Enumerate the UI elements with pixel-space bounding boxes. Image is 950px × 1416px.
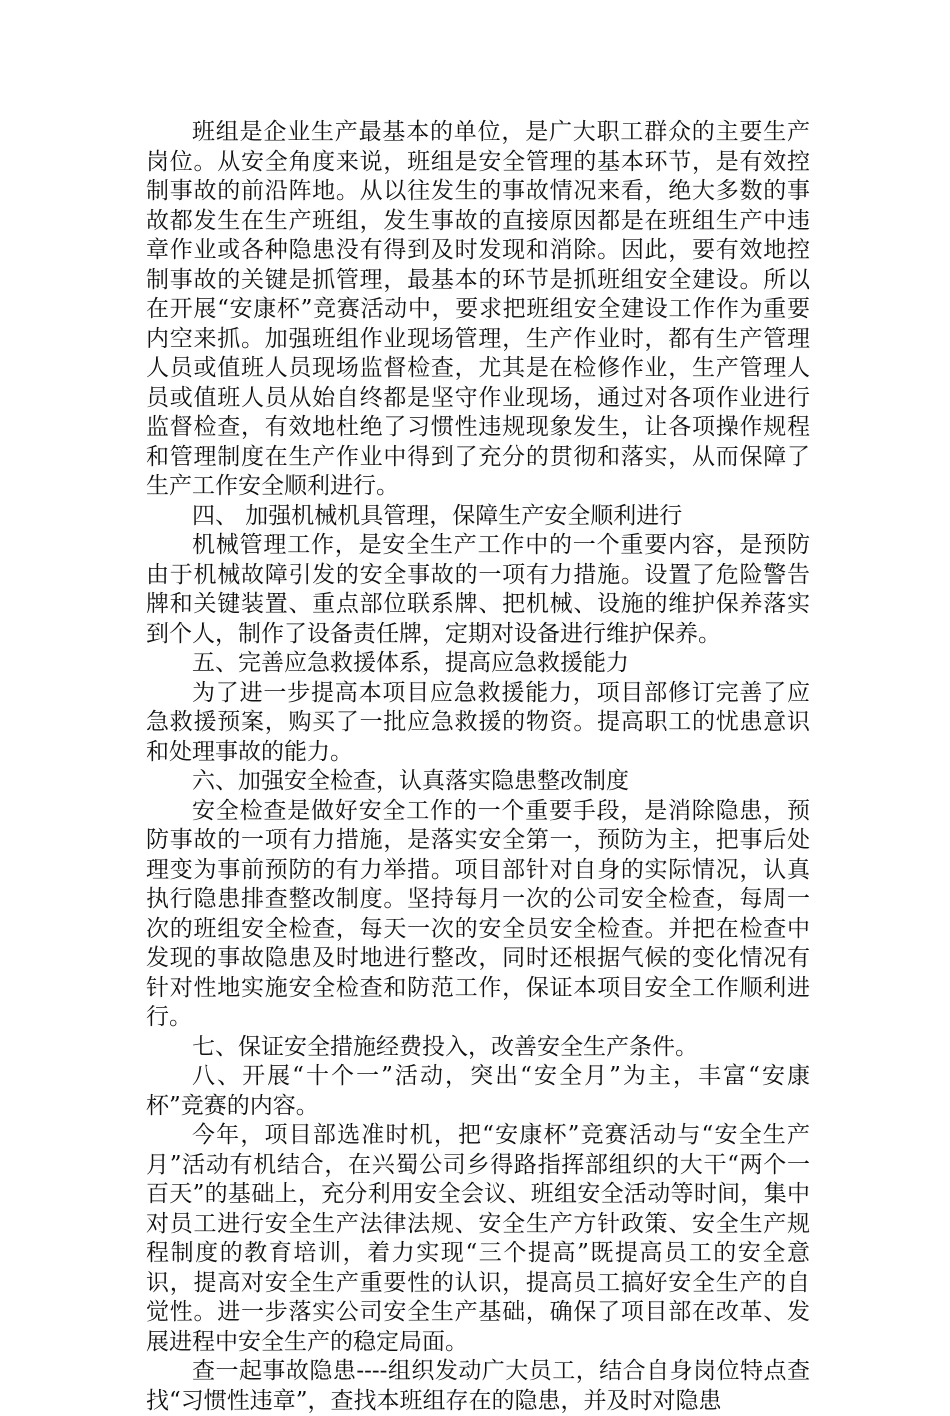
- paragraph-safety-inspection: 安全检查是做好安全工作的一个重要手段，是消除隐患，预防事故的一项有力措施，是落实安全第一，预防为主，把事后处理变为事前预防的有力举措。项目部针对自身的实际情况，认真执行隐患排查整改制度。坚持每月一次的公司安全检查，每周一次的班组安全检查，每天一次的安全员安全检查。并把在检查中发现的事故隐患及时地进行整改，同时还根据气候的变化情况有针对性地实施安全检查和防范工作，保证本项目安全工作顺利进行。: [146, 797, 810, 1030]
- paragraph-machinery-management: 机械管理工作，是安全生产工作中的一个重要内容，是预防由于机械故障引发的安全事故的一项有力措施。设置了危险警告牌和关键装置、重点部位联系牌、把机械、设施的维护保养落实到个人，制作了设备责任牌，定期对设备进行维护保养。: [146, 532, 810, 647]
- paragraph-team-safety: 班组是企业生产最基本的单位，是广大职工群众的主要生产岗位。从安全角度来说，班组是安全管理的基本环节，是有效控制事故的前沿阵地。从以往发生的事故情况来看，绝大多数的事故都发生在生产班组，发生事故的直接原因都是在班组生产中违章作业或各种隐患没有得到及时发现和消除。因此，要有效地控制事故的关键是抓管理，最基本的环节是抓班组安全建设。所以在开展“安康杯”竞赛活动中，要求把班组安全建设工作作为重要内空来抓。加强班组作业现场管理，生产作业时，都有生产管理人员或值班人员现场监督检查，尤其是在检修作业，生产管理人员或值班人员从始自终都是坚守作业现场，通过对各项作业进行监督检查，有效地杜绝了习惯性违规现象发生，让各项操作规程和管理制度在生产作业中得到了充分的贯彻和落实，从而保障了生产工作安全顺利进行。: [146, 119, 810, 499]
- paragraph-safety-month: 今年，项目部选准时机，把“安康杯”竞赛活动与“安全生产月”活动有机结合，在兴蜀公司乡得路指挥部组织的大干“两个一百天”的基础上，充分利用安全会议、班组安全活动等时间，集中对员工进行安全生产法律法规、安全生产方针政策、安全生产规程制度的教育培训，着力实现“三个提高”既提高员工的安全意识，提高对安全生产重要性的认识，提高员工搞好安全生产的自觉性。进一步落实公司安全生产基础，确保了项目部在改革、发展进程中安全生产的稳定局面。: [146, 1122, 810, 1355]
- document-body: [146, 118, 810, 1416]
- heading-section-4: 四、 加强机械机具管理，保障生产安全顺利进行: [192, 502, 683, 529]
- heading-section-8: 八、开展“十个一”活动，突出“安全月”为主，丰富“安康杯”竞赛的内容。: [146, 1063, 810, 1119]
- paragraph-hazard-check: 查一起事故隐患----组织发动广大员工，结合自身岗位特点查找“习惯性违章”，查找本班组存在的隐患，并及时对隐患: [146, 1358, 810, 1414]
- heading-section-6: 六、加强安全检查，认真落实隐患整改制度: [192, 768, 629, 794]
- heading-section-5: 五、完善应急救援体系，提高应急救援能力: [192, 650, 629, 676]
- paragraph-emergency-rescue: 为了进一步提高本项目应急救援能力，项目部修订完善了应急救援预案，购买了一批应急救援的物资。提高职工的忧患意识和处理事故的能力。: [146, 679, 810, 765]
- heading-section-7: 七、保证安全措施经费投入，改善安全生产条件。: [192, 1033, 698, 1060]
